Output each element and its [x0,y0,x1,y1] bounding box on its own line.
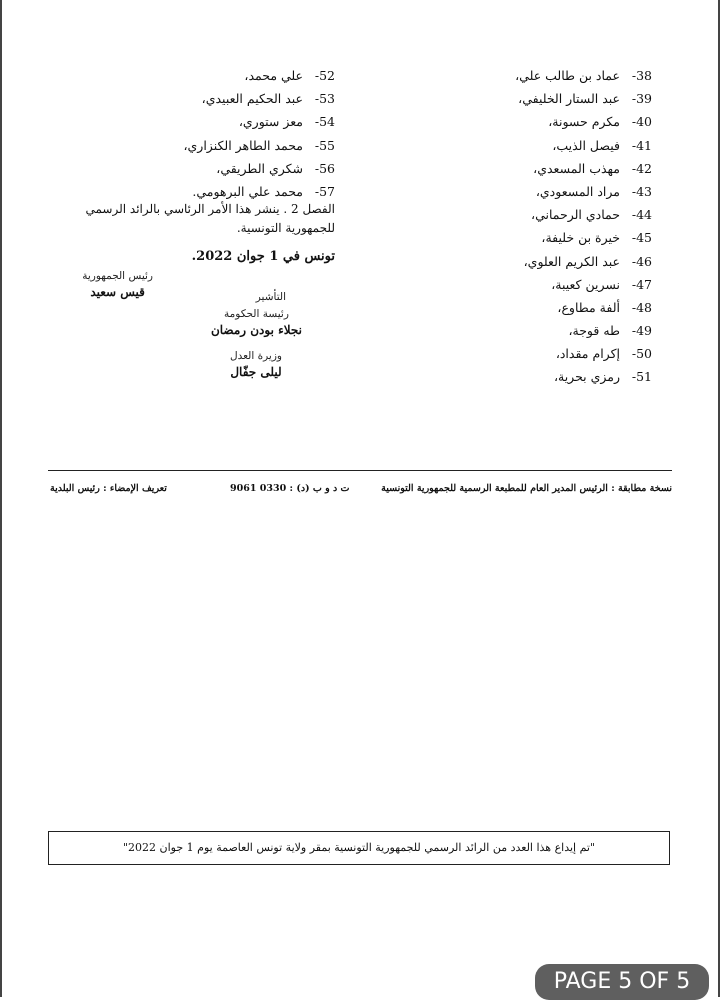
list-item [45,110,335,133]
item-number: 49- [631,323,652,339]
item-name: عبد الحكيم العبيدي، [201,91,303,107]
list-item [45,87,335,110]
item-number: 54- [314,114,335,130]
item-name: شكري الطريقي، [216,160,303,176]
item-number: 40- [631,114,652,130]
item-name: محمد الطاهر الكنزاري، [183,137,303,153]
list-item [402,87,652,110]
item-name: ألفة مطاوع، [557,299,620,315]
list-item [402,226,652,249]
item-name: مراد المسعودي، [535,183,620,199]
item-number: 46- [631,253,652,269]
item-name: معز ستوري، [238,114,303,130]
item-name: علي محمد، [244,68,303,83]
item-number: 51- [631,369,652,385]
list-item [402,157,652,180]
item-name: إكرام مقداد، [555,346,620,362]
footer-divider [48,470,672,471]
item-name: نسرين كعيبة، [551,276,620,292]
item-number: 52- [314,68,335,83]
item-name: رمزي بحرية، [553,369,620,385]
item-name: خيرة بن خليفة، [541,230,620,246]
countersign-label-block [256,291,286,303]
list-item [402,296,652,319]
item-number: 39- [631,91,652,107]
item-number: 56- [314,160,335,176]
item-name: مكرم حسونة، [548,114,620,130]
countersign-label: التأشير [255,291,286,303]
footer-signature-authentication: تعريف الإمضاء : رئيس البلدية [50,483,167,494]
president-signature [82,270,153,299]
head-of-government-title: رئيسة الحكومة [224,308,289,320]
item-number: 43- [631,183,652,199]
list-item [45,134,335,157]
item-number: 55- [314,137,335,153]
head-of-government-signature [211,308,302,337]
minister-justice-signature [230,350,282,379]
item-name: طه قوجة، [568,323,620,339]
minister-justice-name: ليلى جفّال [230,365,282,379]
item-number: 53- [314,91,335,107]
item-number: 45- [631,230,652,246]
president-name: قيس سعيد [90,285,145,299]
list-item [402,180,652,203]
item-name: حمادي الرحماني، [531,207,620,223]
item-name: عماد بن طالب علي، [515,68,620,83]
list-item [402,342,652,365]
footer-certified-copy: نسخة مطابقة : الرئيس المدير العام للمطبعة الرسمية للجمهورية التونسية [381,483,672,494]
president-title: رئيس الجمهورية [82,270,153,282]
minister-justice-title: وزيرة العدل [229,350,282,362]
list-item [402,273,652,296]
footer-reference: ت د و ب (د) : 0330 9061 [230,483,350,494]
item-name: فيصل الذيب، [552,137,620,153]
list-item [402,319,652,342]
list-item [402,250,652,273]
item-name: محمد علي البرهومي. [192,183,303,199]
list-item [402,110,652,133]
item-number: 50- [631,346,652,362]
signing-date: تونس في 1 جوان 2022. [191,249,335,264]
item-number: 38- [631,68,652,83]
item-number: 42- [631,160,652,176]
list-item [402,64,652,87]
item-name: عبد الكريم العلوي، [523,253,620,269]
item-number: 48- [631,299,652,315]
item-number: 41- [631,137,652,153]
item-number: 44- [631,207,652,223]
item-name: عبد الستار الخليفي، [518,91,620,107]
item-number: 57- [314,183,335,199]
item-name: مهذب المسعدي، [533,160,620,176]
names-list-left [45,64,335,203]
item-number: 47- [631,276,652,292]
deposit-notice: "تم إيداع هذا العدد من الرائد الرسمي للجمهورية التونسية بمقر ولاية تونس العاصمة يوم 1 جوان 2022" [48,831,670,865]
head-of-government-name: نجلاء بودن رمضان [210,323,302,337]
list-item [45,64,335,87]
list-item [45,157,335,180]
page-indicator: PAGE 5 OF 5 [535,964,709,1000]
page-left-border [0,0,2,997]
list-item [402,365,652,388]
list-item [402,203,652,226]
list-item [402,134,652,157]
article-2-text: الفصل 2 . ينشر هذا الأمر الرئاسي بالرائد الرسمي للجمهورية التونسية. [85,202,335,235]
names-list-right [402,64,652,389]
